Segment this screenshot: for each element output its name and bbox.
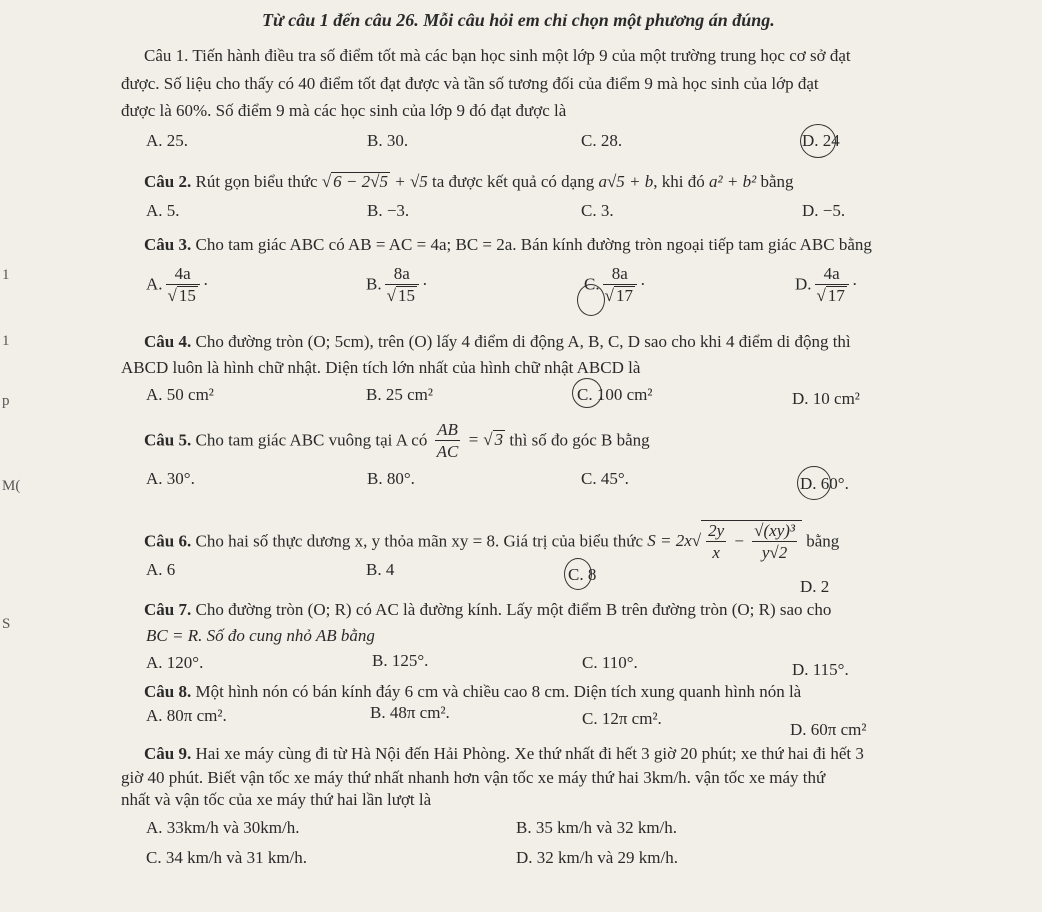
q9-option-d[interactable]: D. 32 km/h và 29 km/h. — [516, 848, 678, 867]
margin-mark: 1 — [2, 333, 10, 349]
answer-mark-circle — [564, 558, 592, 590]
q4-line2: ABCD luôn là hình chữ nhật. Diện tích lớn nhất của hình chữ nhật ABCD là — [121, 358, 641, 377]
q2-option-b[interactable]: B. −3. — [367, 201, 410, 220]
q2-label: Câu 2. — [144, 172, 192, 191]
q5-label: Câu 5. — [144, 430, 192, 450]
q5-option-a[interactable]: A. 30°. — [146, 469, 195, 488]
q1-line3: được là 60%. Số điểm 9 mà các học sinh của lớp 9 đó đạt được là — [121, 101, 567, 120]
q9-option-c[interactable]: C. 34 km/h và 31 km/h. — [146, 848, 308, 867]
margin-mark: 1 — [2, 267, 10, 283]
q2-target: a² + b² — [709, 172, 757, 191]
q8-option-b[interactable]: B. 48π cm². — [370, 703, 450, 722]
q2-text3: , khi đó — [653, 172, 710, 191]
q8-stem: Câu 8. Một hình nón có bán kính đáy 6 cm và chiều cao 8 cm. Diện tích xung quanh hình nón là — [144, 682, 802, 701]
q6-stem: Câu 6. Cho hai số thực dương x, y thỏa mãn xy = 8. Giá trị của biểu thức S = 2x√ $\frac{2y}{x}$ − $\frac{\text{√(xy)³}}{y√2}$ bằng — [144, 521, 840, 562]
q2-option-a[interactable]: A. 5. — [146, 201, 180, 220]
q6-option-c[interactable]: C. 8 — [568, 565, 597, 584]
answer-mark-circle — [572, 378, 602, 408]
q4-label: Câu 4. — [144, 332, 192, 351]
q7-option-b[interactable]: B. 125°. — [372, 651, 429, 670]
q4-option-d[interactable]: D. 10 cm² — [792, 389, 860, 408]
q6-option-b[interactable]: B. 4 — [366, 560, 395, 579]
q3-stem — [144, 235, 872, 255]
q9-line2: giờ 40 phút. Biết vận tốc xe máy thứ nhất nhanh hơn vận tốc xe máy thứ hai 3km/h. vận tốc xe máy thứ — [121, 768, 826, 787]
q3-option-b[interactable]: B. $\frac{8a}{√ 15}$ · — [366, 264, 428, 305]
page-title: Từ câu 1 đến câu 26. Mỗi câu hỏi em chỉ chọn một phương án đúng. — [262, 10, 775, 30]
q3-option-c[interactable]: C. $\frac{8a}{√ 17}$ · — [584, 264, 646, 305]
q8-label: Câu 8. — [144, 682, 192, 701]
q8-option-c[interactable]: C. 12π cm². — [582, 709, 662, 728]
q7-option-d[interactable]: D. 115°. — [792, 660, 849, 679]
q7-option-c[interactable]: C. 110°. — [582, 653, 638, 672]
q6-label: Câu 6. — [144, 531, 192, 551]
q7-label: Câu 7. — [144, 600, 192, 619]
q3-label: Câu 3. — [144, 235, 192, 254]
margin-mark: M( — [2, 478, 21, 494]
q2-text4: bằng — [756, 172, 794, 191]
q1-option-b[interactable]: B. 30. — [367, 131, 409, 150]
q2-form: a√5 + b — [598, 172, 654, 191]
q4-option-c[interactable]: C. 100 cm² — [577, 385, 653, 404]
q2-expression: √ 6 − 2√5 + √5 — [321, 172, 428, 191]
margin-mark: S — [2, 616, 11, 632]
q5-option-b[interactable]: B. 80°. — [367, 469, 415, 488]
answer-mark-circle — [577, 284, 605, 316]
q9-label: Câu 9. — [144, 744, 192, 763]
q3-option-d[interactable]: D. $\frac{4a}{√ 17}$ · — [795, 264, 858, 305]
answer-mark-circle — [800, 124, 836, 158]
q9-line3: nhất và vận tốc của xe máy thứ hai lần lượt là — [121, 790, 432, 809]
q9-line1: Câu 9. Hai xe máy cùng đi từ Hà Nội đến Hải Phòng. Xe thứ nhất đi hết 3 giờ 20 phút; xe thứ hai đi hết 3 — [144, 744, 864, 763]
q2-text2: ta được kết quả có dạng — [427, 172, 599, 191]
q3-option-a[interactable]: A. $\frac{4a}{√ 15}$ · — [146, 264, 209, 305]
q6-expression: S = 2x√ $\frac{2y}{x}$ − $\frac{\text{√(xy)³}}{y√2}$ — [647, 531, 802, 550]
q5-option-c[interactable]: C. 45°. — [581, 469, 629, 488]
q2-text1: Rút gọn biểu thức — [191, 172, 322, 191]
q1-option-c[interactable]: C. 28. — [581, 131, 623, 150]
q2-option-d[interactable]: D. −5. — [802, 201, 846, 220]
q1-line1: Câu 1. Tiến hành điều tra số điểm tốt mà các bạn học sinh một lớp 9 của một trường trung học cơ sở đạt — [144, 46, 851, 65]
q9-option-a[interactable]: A. 33km/h và 30km/h. — [146, 818, 300, 837]
q3-text: Cho tam giác ABC có AB = AC = 4a; BC = 2a. Bán kính đường tròn ngoại tiếp tam giác ABC bằng — [191, 235, 872, 254]
q7-option-a[interactable]: A. 120°. — [146, 653, 204, 672]
q1-option-a[interactable]: A. 25. — [146, 131, 189, 150]
q1-option-d[interactable]: D. 24 — [802, 131, 840, 150]
q6-option-a[interactable]: A. 6 — [146, 560, 176, 579]
q8-option-a[interactable]: A. 80π cm². — [146, 706, 227, 725]
q7-line2: BC = R. Số đo cung nhỏ AB bằng — [146, 626, 375, 645]
q2-option-c[interactable]: C. 3. — [581, 201, 614, 220]
q8-option-d[interactable]: D. 60π cm² — [790, 720, 867, 739]
q1-line2: được. Số liệu cho thấy có 40 điểm tốt đạt được và tần số tương đối của điểm 9 mà học sinh của lớp đạt — [121, 74, 819, 93]
q7-line1: Câu 7. Cho đường tròn (O; R) có AC là đường kính. Lấy một điểm B trên đường tròn (O; R) sao cho — [144, 600, 832, 619]
margin-mark: p — [2, 393, 10, 409]
q5-option-d[interactable]: D. 60°. — [800, 474, 849, 493]
q9-option-b[interactable]: B. 35 km/h và 32 km/h. — [516, 818, 678, 837]
q4-line1: Câu 4. Cho đường tròn (O; 5cm), trên (O) lấy 4 điểm di động A, B, C, D sao cho khi 4 điểm di động thì — [144, 332, 851, 351]
q5-stem: Câu 5. Cho tam giác ABC vuông tại A có $\frac{AB}{AC}$ = √ 3 thì số đo góc B bằng — [144, 420, 650, 461]
q4-option-a[interactable]: A. 50 cm² — [146, 385, 214, 404]
q6-option-d[interactable]: D. 2 — [800, 577, 830, 596]
q5-ratio: $\frac{AB}{AC}$ — [436, 420, 459, 461]
answer-mark-circle — [797, 466, 831, 500]
q2-stem — [144, 172, 793, 192]
q4-option-b[interactable]: B. 25 cm² — [366, 385, 433, 404]
